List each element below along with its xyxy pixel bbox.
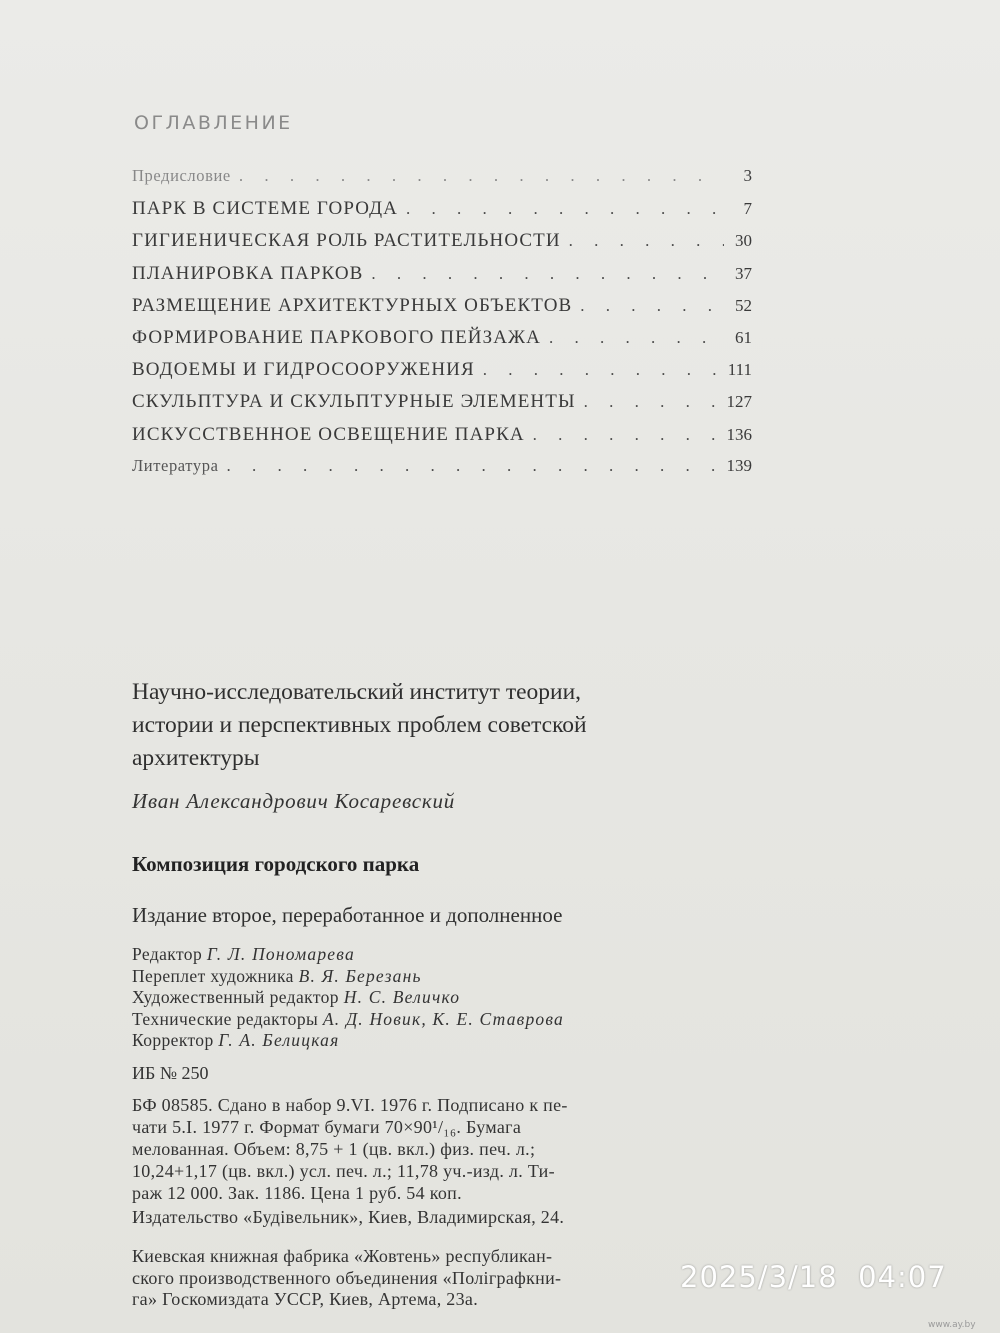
print-details-line: чати 5.I. 1977 г. Формат бумаги 70×90¹/₁₆. Бумага [132, 1117, 522, 1137]
print-details-line: БФ 08585. Сдано в набор 9.VI. 1976 г. Подписано к пе- [132, 1095, 568, 1115]
toc-leader-dots [219, 456, 724, 476]
toc-entry-page: 52 [735, 295, 752, 315]
credit-role: Корректор [132, 1030, 214, 1050]
book-title: Композиция городского парка [132, 852, 420, 876]
toc-entry-page: 3 [743, 166, 752, 185]
institute-line: Научно-исследовательский институт теории, [132, 679, 582, 705]
printer-line: ского производственного объединения «Поліграфкни- [132, 1267, 562, 1288]
credit-role: Переплет художника [132, 965, 294, 986]
site-watermark: www.ay.by [928, 1320, 976, 1330]
toc-entry-page: 136 [726, 424, 752, 444]
toc-leader-dots [398, 199, 724, 219]
toc-entry-title: РАЗМЕЩЕНИЕ АРХИТЕКТУРНЫХ ОБЪЕКТОВ [132, 294, 573, 316]
print-details-line: 10,24+1,17 (цв. вкл.) усл. печ. л.; 11,78 уч.-изд. л. Ти- [132, 1161, 555, 1181]
credit-line [132, 944, 564, 966]
toc-entry [132, 166, 752, 198]
credit-name: А. Д. Новик, К. Е. Ставрова [322, 1008, 564, 1029]
ib-number: ИБ № 250 [132, 1063, 209, 1083]
toc-entry [132, 327, 752, 359]
toc-entry-title: ФОРМИРОВАНИЕ ПАРКОВОГО ПЕЙЗАЖА [132, 326, 542, 348]
publisher-line: Издательство «Будівельник», Киев, Владимирская, 24. [132, 1207, 565, 1227]
credit-name: Г. А. Белицкая [218, 1030, 340, 1050]
toc-entry-page: 111 [727, 360, 752, 380]
print-details [132, 1094, 750, 1204]
credit-name: Г. Л. Пономарева [206, 944, 355, 964]
toc-entry-title: Литература [132, 455, 219, 475]
toc-entry-title: Предисловие [132, 166, 231, 185]
toc-leader-dots [561, 231, 724, 251]
toc-entry-page: 30 [735, 231, 752, 251]
toc-entry [132, 391, 752, 423]
toc-leader-dots [576, 392, 724, 412]
toc-entry [132, 359, 752, 391]
credit-name: Н. С. Величко [343, 987, 461, 1007]
toc-entry-title: СКУЛЬПТУРА И СКУЛЬПТУРНЫЕ ЭЛЕМЕНТЫ [132, 391, 576, 413]
credit-role: Редактор [132, 944, 203, 964]
institute-line: архитектуры [132, 745, 260, 771]
toc-entry [132, 198, 752, 230]
toc-entry-page: 61 [735, 327, 752, 347]
toc-leader-dots [475, 360, 724, 380]
toc-entry [132, 295, 752, 327]
toc-entry-page: 37 [735, 263, 752, 283]
toc-entry-title: ВОДОЕМЫ И ГИДРОСООРУЖЕНИЯ [132, 359, 475, 381]
toc-entry-page: 127 [726, 392, 752, 412]
toc-entry-title: ИСКУССТВЕННОЕ ОСВЕЩЕНИЕ ПАРКА [132, 423, 525, 445]
toc-leader-dots [363, 264, 724, 284]
print-details-line: мелованная. Объем: 8,75 + 1 (цв. вкл.) физ. печ. л.; [132, 1139, 536, 1159]
printer-line: га» Госкомиздата УССР, Киев, Артема, 23а. [132, 1289, 478, 1309]
toc-entry-title: ПЛАНИРОВКА ПАРКОВ [132, 262, 364, 284]
credit-line [132, 966, 564, 988]
toc-entry [132, 456, 752, 488]
credits-list [132, 944, 564, 1052]
credit-line [132, 987, 564, 1009]
toc-entry-page: 139 [726, 455, 752, 475]
print-details-line: раж 12 000. Зак. 1186. Цена 1 руб. 54 коп. [132, 1183, 462, 1203]
table-of-contents [132, 166, 752, 488]
printer-line: Киевская книжная фабрика «Жовтень» республикан- [132, 1246, 553, 1266]
toc-entry-title: ПАРК В СИСТЕМЕ ГОРОДА [132, 198, 398, 220]
institute-name [132, 676, 772, 775]
credit-line [132, 1009, 564, 1031]
toc-heading: ОГЛАВЛЕНИЕ [134, 112, 293, 134]
toc-entry [132, 263, 752, 295]
toc-entry [132, 424, 752, 456]
toc-entry-title: ГИГИЕНИЧЕСКАЯ РОЛЬ РАСТИТЕЛЬНОСТИ [132, 230, 561, 252]
printer-info [132, 1246, 750, 1311]
toc-leader-dots [572, 296, 724, 316]
photo-timestamp: 2025/3/18 04:07 [680, 1260, 947, 1294]
toc-entry [132, 230, 752, 262]
credit-line [132, 1030, 564, 1052]
institute-line: истории и перспективных проблем советской [132, 712, 587, 738]
toc-entry-page: 7 [743, 199, 752, 219]
toc-leader-dots [231, 166, 724, 186]
author-name: Иван Александрович Косаревский [132, 789, 456, 813]
credit-role: Художественный редактор [132, 987, 339, 1007]
edition-note: Издание второе, переработанное и дополненное [132, 903, 563, 927]
toc-leader-dots [525, 425, 724, 445]
toc-leader-dots [541, 328, 724, 348]
credit-role: Технические редакторы [132, 1008, 319, 1029]
credit-name: В. Я. Березань [298, 965, 422, 986]
